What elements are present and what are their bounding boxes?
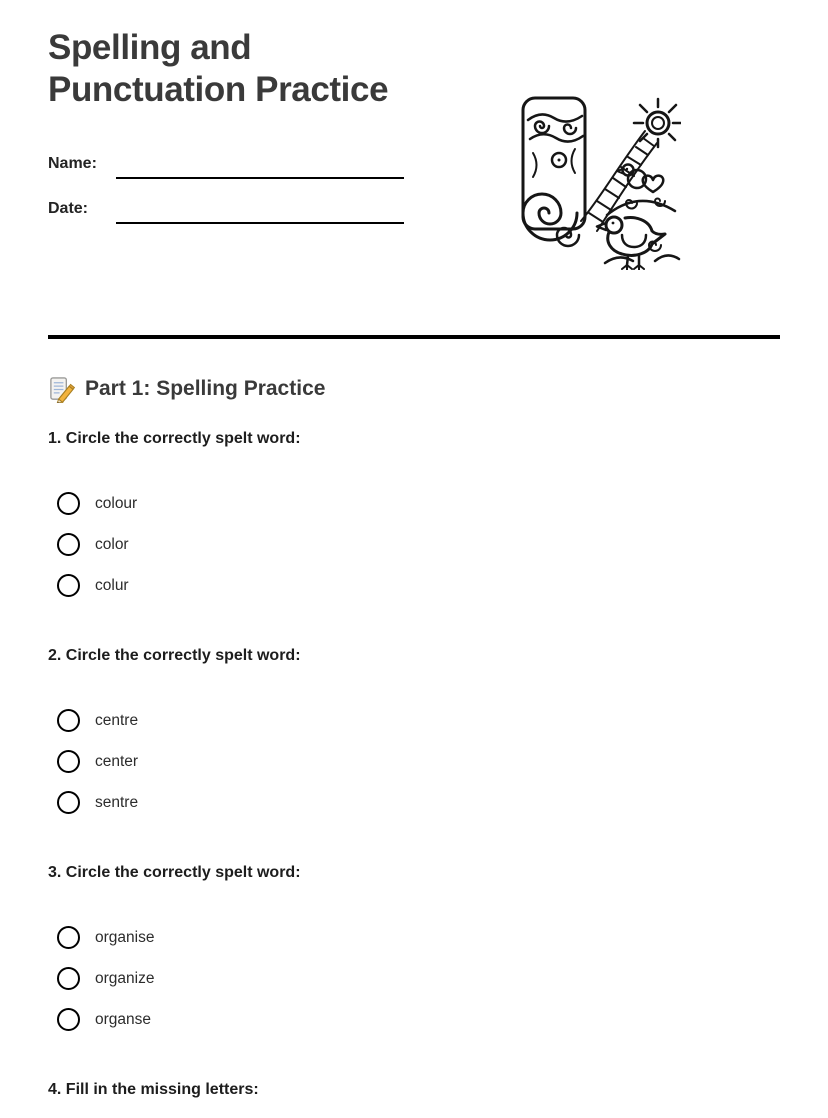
koru-spiral-large	[523, 194, 577, 240]
part1-heading	[48, 375, 780, 403]
totem-spiral-eye-left	[535, 122, 549, 134]
bird-wing	[622, 235, 646, 247]
question-2	[48, 646, 780, 823]
totem-carve-left	[533, 153, 537, 177]
question-2-options	[48, 700, 780, 823]
sun-outer-ring	[647, 112, 669, 134]
date-input-line[interactable]	[116, 198, 404, 224]
radio-button[interactable]	[57, 709, 80, 732]
radio-button[interactable]	[57, 967, 80, 990]
radio-button[interactable]	[57, 750, 80, 773]
option-label: organise	[95, 928, 155, 946]
radio-option-color[interactable]	[48, 524, 780, 565]
totem-wave-2	[530, 134, 583, 141]
radio-option-organize[interactable]	[48, 958, 780, 999]
totem-carve-right	[572, 149, 576, 173]
wave-arc-right	[655, 255, 679, 261]
totem-spiral-eye-right	[564, 125, 576, 135]
memo-pencil-icon	[48, 376, 75, 403]
radio-option-sentre[interactable]	[48, 782, 780, 823]
question-1-label: 1. Circle the correctly spelt word:	[48, 430, 301, 447]
option-label: centre	[95, 711, 139, 729]
radio-button[interactable]	[57, 1008, 80, 1031]
page-title-line1: Spelling and	[48, 28, 252, 67]
wave-arc-left	[605, 257, 633, 263]
radio-button[interactable]	[57, 533, 80, 556]
page-title-line2: Punctuation Practice	[48, 70, 389, 109]
fern-leaflets	[589, 138, 654, 222]
maori-carving-fern-sun-birds-illustration	[509, 85, 681, 270]
sun-inner-ring	[652, 117, 664, 129]
name-input-line[interactable]	[116, 153, 404, 179]
date-label: Date:	[48, 200, 89, 217]
radio-option-colur[interactable]	[48, 565, 780, 606]
totem-wave-1	[528, 114, 582, 121]
question-3-options	[48, 917, 780, 1040]
radio-button[interactable]	[57, 492, 80, 515]
radio-button[interactable]	[57, 791, 80, 814]
maori-illustration	[509, 85, 681, 275]
option-label: colour	[95, 494, 138, 512]
option-label: sentre	[95, 793, 139, 811]
bird-eye	[612, 222, 615, 225]
option-label: organse	[95, 1010, 152, 1028]
totem-eye-dot	[558, 159, 561, 162]
radio-option-colour[interactable]	[48, 483, 780, 524]
question-1	[48, 429, 780, 606]
question-3-label: 3. Circle the correctly spelt word:	[48, 864, 301, 881]
option-label: center	[95, 752, 139, 770]
bird-head	[606, 217, 622, 233]
question-4-label: 4. Fill in the missing letters:	[48, 1081, 259, 1098]
option-label: organize	[95, 969, 155, 987]
question-1-options	[48, 483, 780, 606]
radio-option-organse[interactable]	[48, 999, 780, 1040]
radio-button[interactable]	[57, 574, 80, 597]
part1-heading-text: Part 1: Spelling Practice	[85, 377, 326, 400]
bird-feet	[622, 265, 644, 270]
question-4	[48, 1080, 780, 1100]
radio-option-organise[interactable]	[48, 917, 780, 958]
chick-eye	[626, 168, 628, 170]
question-3	[48, 863, 780, 1040]
sun-rays	[634, 99, 681, 147]
bird-body	[608, 218, 665, 256]
radio-option-centre[interactable]	[48, 700, 780, 741]
name-label: Name:	[48, 155, 97, 172]
radio-option-center[interactable]	[48, 741, 780, 782]
option-label: colur	[95, 576, 129, 594]
radio-button[interactable]	[57, 926, 80, 949]
section-divider	[48, 335, 780, 339]
question-2-label: 2. Circle the correctly spelt word:	[48, 647, 301, 664]
option-label: color	[95, 535, 129, 553]
